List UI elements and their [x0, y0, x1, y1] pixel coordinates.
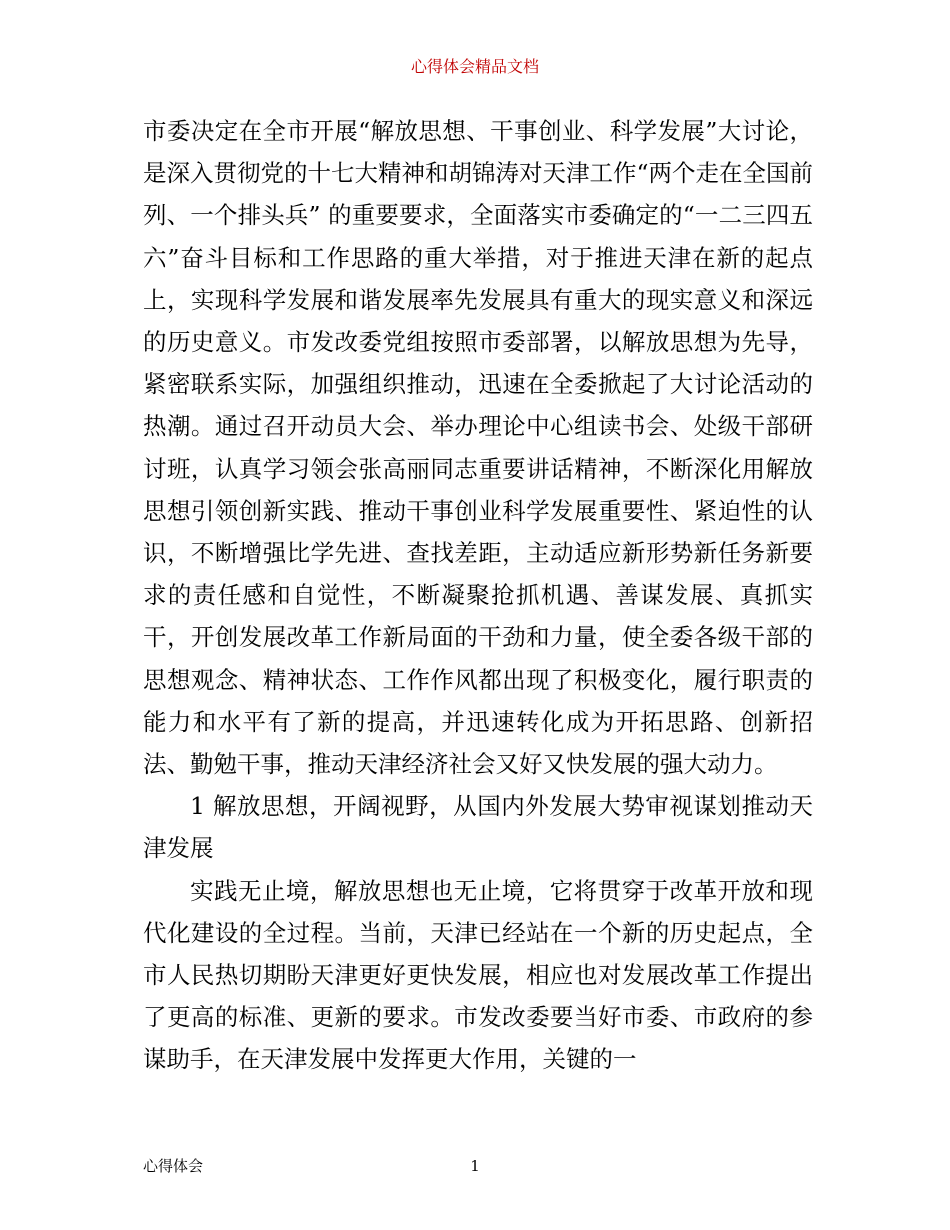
document-body: [143, 110, 813, 1081]
page-header-title: 心得体会精品文档: [410, 57, 539, 76]
paragraph-intro: 市委决定在全市开展“解放思想、干事创业、科学发展”大讨论，是深入贯彻党的十七大精神和胡锦涛对天津工作“两个走在全国前列、一个排头兵” 的重要要求，全面落实市委确定的“一二三四五六”奋斗目标和工作思路的重大举措，对于推进天津在新的起点上，实现科学发展和谐发展率先发展具有重大的现实意义和深远的历史意义。市发改委党组按照市委部署，以解放思想为先导，紧密联系实际，加强组织推动，迅速在全委掀起了大讨论活动的热潮。通过召开动员大会、举办理论中心组读书会、处级干部研讨班，认真学习领会张高丽同志重要讲话精神，不断深化用解放思想引领创新实践、推动干事创业科学发展重要性、紧迫性的认识，不断增强比学先进、查找差距，主动适应新形势新任务新要求的责任感和自觉性，不断凝聚抢抓机遇、善谋发展、真抓实干，开创发展改革工作新局面的干劲和力量，使全委各级干部的思想观念、精神状态、工作作风都出现了积极变化，履行职责的能力和水平有了新的提高，并迅速转化成为开拓思路、创新招法、勤勉干事，推动天津经济社会又好又快发展的强大动力。: [143, 117, 814, 779]
section-heading-1: 1 解放思想，开阔视野，从国内外发展大势审视谋划推动天津发展: [143, 792, 813, 863]
paragraph-section-1: 实践无止境，解放思想也无止境，它将贯穿于改革开放和现代化建设的全过程。当前，天津已经站在一个新的历史起点，全市人民热切期盼天津更好更快发展，相应也对发展改革工作提出了更高的标准、更新的要求。市发改委要当好市委、市政府的参谋助手，在天津发展中发挥更大作用，关键的一: [143, 876, 813, 1074]
page-footer-label: 心得体会: [143, 1157, 204, 1175]
page-number: 1: [470, 1157, 480, 1175]
